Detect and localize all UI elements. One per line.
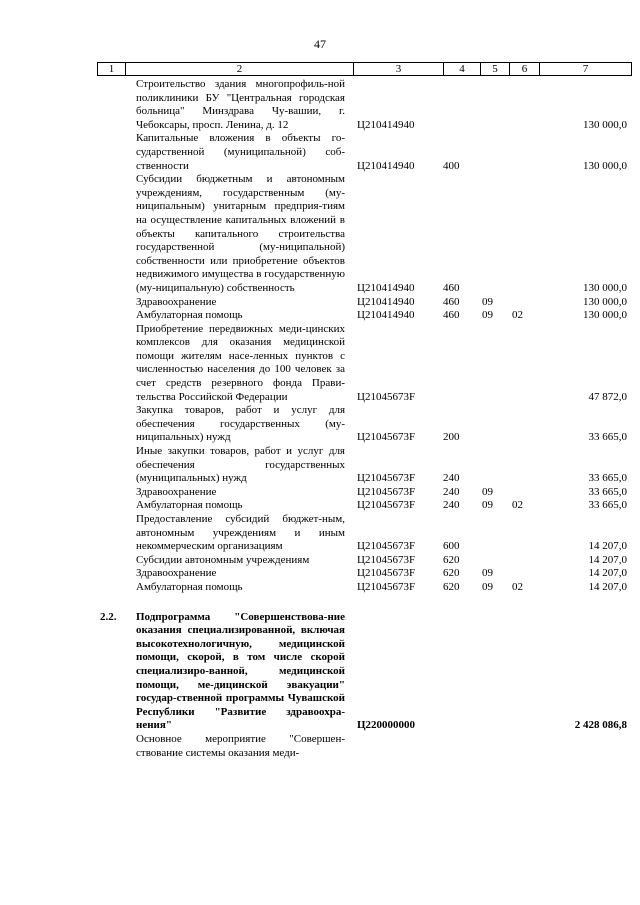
amount: 130 000,0 (583, 309, 627, 322)
table-row (0, 132, 640, 173)
row-name: Здравоохранение (136, 295, 217, 308)
header-col-2: 2 (126, 63, 354, 75)
table-row (0, 611, 640, 733)
expense-type: 240 (443, 485, 460, 498)
target-code: Ц210414940 (357, 159, 415, 172)
table-row (0, 733, 640, 760)
target-code: Ц21045673F (357, 567, 416, 580)
row-name: Приобретение передвижных меди-цинских комплексов для оказания медицинской помощи жителям насе-ленных пунктов с численностью населения до 100 человек за счет средств резервного фонда Прави-тельства Российской Федерации (136, 322, 345, 403)
table-row (0, 309, 640, 323)
table-row (0, 486, 640, 500)
row-name: Капитальные вложения в объекты го-сударственной (муниципальной) соб-ственности (136, 132, 345, 172)
target-code: Ц210414940 (357, 118, 415, 131)
expense-type: 620 (443, 580, 460, 593)
expense-type: 600 (443, 540, 460, 553)
section: 09 (482, 580, 493, 593)
table-row (0, 78, 640, 132)
table-row (0, 581, 640, 595)
table-row (0, 554, 640, 568)
expense-type: 400 (443, 159, 460, 172)
row-name: Амбулаторная помощь (136, 309, 243, 322)
subsection: 02 (512, 580, 523, 593)
row-name: Иные закупки товаров, работ и услуг для обеспечения государственных (муниципальных) нужд (136, 445, 345, 485)
row-name: Здравоохранение (136, 485, 217, 498)
section: 09 (482, 295, 493, 308)
target-code: Ц21045673F (357, 472, 416, 485)
row-name: Основное мероприятие "Совершен-ствование системы оказания меди- (136, 732, 345, 759)
amount: 14 207,0 (588, 580, 627, 593)
row-name: Закупка товаров, работ и услуг для обеспечения государственных (му-ниципальных) нужд (136, 404, 345, 444)
expense-type: 620 (443, 567, 460, 580)
subsection: 02 (512, 499, 523, 512)
table-row (0, 567, 640, 581)
table-row (0, 499, 640, 513)
expense-type: 240 (443, 472, 460, 485)
header-col-7: 7 (582, 63, 589, 75)
row-name: Здравоохранение (136, 567, 217, 580)
row-name: Амбулаторная помощь (136, 499, 243, 512)
target-code: Ц21045673F (357, 390, 416, 403)
amount: 2 428 086,8 (574, 719, 627, 732)
row-name: Строительство здания многопрофиль-ной поликлиники БУ "Центральная городская больница" Минздрава Чу-вашии, г. Чебоксары, просп. Ленина, д. 12 (136, 78, 345, 131)
subsection: 02 (512, 309, 523, 322)
section: 09 (482, 499, 493, 512)
amount: 130 000,0 (583, 281, 627, 294)
header-col-6: 6 (510, 63, 540, 75)
row-name: Предоставление субсидий бюджет-ным, автономным учреждениям и иным некоммерческим организациям (136, 513, 345, 553)
header-col-4: 4 (444, 63, 481, 75)
amount: 33 665,0 (588, 485, 627, 498)
amount: 33 665,0 (588, 499, 627, 512)
expense-type: 240 (443, 499, 460, 512)
header-col-3: 3 (354, 63, 444, 75)
header-col-1: 1 (98, 63, 126, 75)
target-code: Ц210414940 (357, 281, 415, 294)
amount: 130 000,0 (583, 295, 627, 308)
target-code: Ц210414940 (357, 295, 415, 308)
target-code: Ц210414940 (357, 309, 415, 322)
amount: 14 207,0 (588, 567, 627, 580)
row-name: Субсидии автономным учреждениям (136, 553, 310, 566)
section: 09 (482, 567, 493, 580)
target-code: Ц21045673F (357, 540, 416, 553)
amount: 14 207,0 (588, 540, 627, 553)
budget-table-body (0, 78, 640, 760)
table-header (97, 62, 632, 76)
row-name: Подпрограмма "Совершенствова-ние оказания специализированной, включая высокотехнологичную, медицинской помощи, скорой, в том числе скорой специализиро-ванной, медицинской помощи, ме-дицинской эвакуации" государ-ственной программы Чувашской Республики "Развитие здравоохра-нения" (136, 610, 345, 732)
expense-type: 460 (443, 309, 460, 322)
amount: 47 872,0 (588, 390, 627, 403)
amount: 14 207,0 (588, 553, 627, 566)
table-row (0, 445, 640, 486)
page-number: 47 (314, 37, 326, 51)
table-row (0, 296, 640, 310)
row-number: 2.2. (100, 610, 117, 623)
target-code: Ц21045673F (357, 580, 416, 593)
section: 09 (482, 309, 493, 322)
target-code: Ц21045673F (357, 485, 416, 498)
amount: 130 000,0 (583, 159, 627, 172)
expense-type: 460 (443, 281, 460, 294)
header-col-5: 5 (481, 63, 510, 75)
target-code: Ц21045673F (357, 499, 416, 512)
amount: 130 000,0 (583, 118, 627, 131)
row-name: Субсидии бюджетным и автономным учреждениям, государственным (му-ниципальным) унитарным предприя-тиям на осуществление капитальных вложений в объекты капитального строительства государственной (му-ниципальной) собственности или приобретение объектов недвижимого имущества в государственную (му-ниципальную) собственность (136, 173, 345, 294)
amount: 33 665,0 (588, 472, 627, 485)
expense-type: 200 (443, 431, 460, 444)
section: 09 (482, 485, 493, 498)
target-code: Ц21045673F (357, 553, 416, 566)
table-row (0, 323, 640, 405)
table-row (0, 404, 640, 445)
table-row (0, 513, 640, 554)
expense-type: 460 (443, 295, 460, 308)
expense-type: 620 (443, 553, 460, 566)
table-row (0, 173, 640, 295)
target-code: Ц220000000 (357, 719, 416, 732)
target-code: Ц21045673F (357, 431, 416, 444)
row-name: Амбулаторная помощь (136, 580, 243, 593)
amount: 33 665,0 (588, 431, 627, 444)
row-spacer (0, 595, 640, 611)
